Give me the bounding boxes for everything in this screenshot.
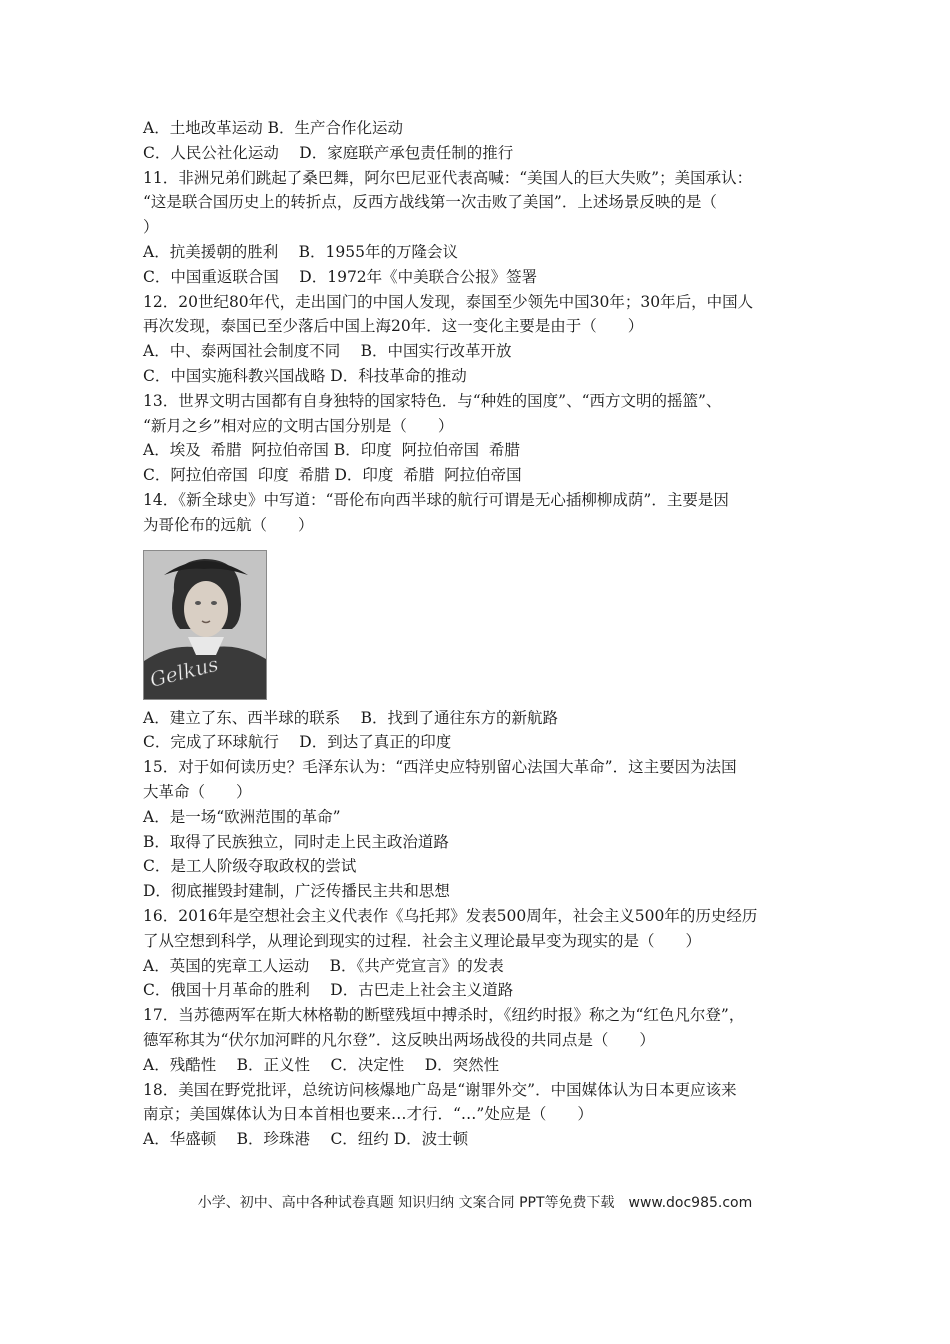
text-line: C．中国实施科教兴国战略 D．科技革命的推动 (143, 366, 467, 385)
text-line: A．是一场“欧洲范围的革命” (143, 807, 341, 826)
text-line: A．土地改革运动 B．生产合作化运动 (143, 119, 404, 137)
text-line: A．建立了东、西半球的联系 B．找到了通往东方的新航路 (143, 708, 559, 727)
text-line: C．俄国十月革命的胜利 D．古巴走上社会主义道路 (143, 981, 514, 1000)
text-line: 再次发现，泰国已至少落后中国上海20年．这一变化主要是由于（ ） (143, 317, 644, 336)
text-line: C．人民公社化运动 D．家庭联产承包责任制的推行 (143, 143, 514, 162)
portrait-signature: Gelkus (147, 651, 221, 692)
text-line: 南京；美国媒体认为日本首相也要来…才行．“…”处应是（ ） (143, 1105, 593, 1124)
text-line: A．残酷性 B．正义性 C．决定性 D．突然性 (143, 1055, 500, 1074)
text-line: 15．对于如何读历史？毛泽东认为：“西洋史应特别留心法国大革命”．这主要因为法国 (143, 758, 737, 777)
exam-content (143, 116, 823, 1152)
text-line: 11．非洲兄弟们跳起了桑巴舞，阿尔巴尼亚代表高喊：“美国人的巨大失败”；美国承认： (143, 168, 753, 187)
text-line: A．埃及 希腊 阿拉伯帝国 B．印度 阿拉伯帝国 希腊 (143, 441, 520, 460)
question-block-top (143, 116, 823, 538)
text-line: 为哥伦布的远航（ ） (143, 515, 314, 534)
page-footer: 小学、初中、高中各种试卷真题 知识归纳 文案合同 PPT等免费下载 www.doc985.com (197, 1195, 753, 1211)
text-line: ） (143, 218, 159, 237)
text-line: C．阿拉伯帝国 印度 希腊 D．印度 希腊 阿拉伯帝国 (143, 466, 522, 485)
text-line: 18．美国在野党批评，总统访问核爆地广岛是“谢罪外交”．中国媒体认为日本更应该来 (143, 1080, 737, 1099)
text-line: “新月之乡”相对应的文明古国分别是（ ） (143, 416, 454, 435)
text-line: C．是工人阶级夺取政权的尝试 (143, 857, 357, 876)
text-line: 14．《新全球史》中写道：“哥伦布向西半球的航行可谓是无心插柳柳成荫”．主要是因 (143, 490, 729, 509)
text-line: A．英国的宪章工人运动 B．《共产党宣言》的发表 (143, 956, 504, 975)
text-line: D．彻底摧毁封建制，广泛传播民主共和思想 (143, 882, 450, 901)
text-line: A．抗美援朝的胜利 B．1955年的万隆会议 (143, 242, 458, 261)
text-line: 12．20世纪80年代，走出国门的中国人发现，泰国至少领先中国30年；30年后，中国人 (143, 292, 754, 311)
text-line: B．取得了民族独立，同时走上民主政治道路 (143, 832, 449, 851)
question-block-bottom (143, 706, 823, 1152)
portrait-image (144, 551, 266, 699)
text-line: 了从空想到科学，从理论到现实的过程．社会主义理论最早变为现实的是（ ） (143, 931, 702, 950)
text-line: A．华盛顿 B．珍珠港 C．纽约 D．波士顿 (143, 1130, 469, 1149)
text-line: 德军称其为“伏尔加河畔的凡尔登”．这反映出两场战役的共同点是（ ） (143, 1030, 655, 1049)
text-line: 大革命（ ） (143, 782, 252, 801)
text-line: 16．2016年是空想社会主义代表作《乌托邦》发表500周年，社会主义500年的历史经历 (143, 906, 758, 925)
text-line: C．中国重返联合国 D．1972年《中美联合公报》签署 (143, 267, 538, 286)
text-line: C．完成了环球航行 D．到达了真正的印度 (143, 733, 452, 752)
text-line: 17．当苏德两军在斯大林格勒的断壁残垣中搏杀时，《纽约时报》称之为“红色凡尔登”， (143, 1006, 745, 1025)
columbus-portrait (143, 550, 267, 700)
text-line: 13．世界文明古国都有自身独特的国家特色．与“种姓的国度”、“西方文明的摇篮”、 (143, 391, 722, 410)
text-line: “这是联合国历史上的转折点，反西方战线第一次击败了美国”．上述场景反映的是（ (143, 193, 717, 212)
text-line: A．中、泰两国社会制度不同 B．中国实行改革开放 (143, 342, 512, 361)
